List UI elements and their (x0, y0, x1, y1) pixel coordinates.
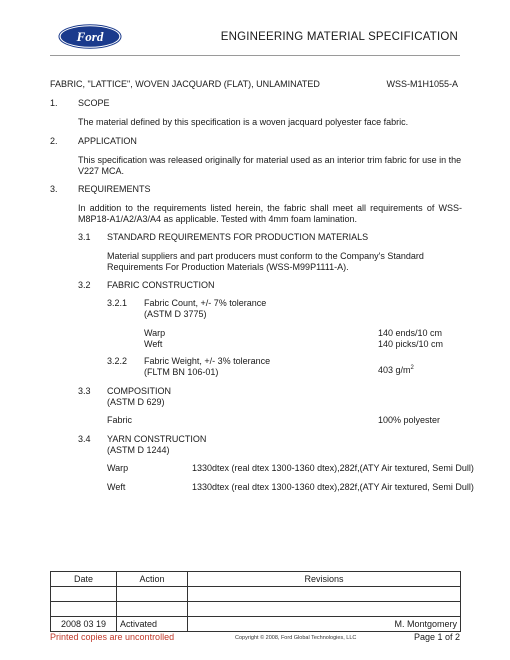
revision-date (51, 587, 117, 602)
revision-action (117, 602, 188, 617)
fabric-count-weft-label: Weft (144, 339, 163, 349)
revisions-header-date: Date (51, 572, 117, 587)
revision-date: 2008 03 19 (51, 617, 117, 632)
footer-page-number: Page 1 of 2 (413, 632, 460, 642)
table-row (51, 602, 461, 617)
revision-detail (188, 602, 461, 617)
ford-logo-text: Ford (76, 29, 104, 44)
revision-date (51, 602, 117, 617)
section-3-1-text: Material suppliers and part producers must conform to the Company's Standard Requirements For Production Materials (WSS-M99P1111-A). (107, 251, 424, 272)
footer-copyright: Copyright © 2008, Ford Global Technologies, LLC (235, 635, 357, 641)
section-1-title: SCOPE (78, 98, 110, 108)
section-3-1-title: STANDARD REQUIREMENTS FOR PRODUCTION MATERIALS (107, 232, 369, 242)
table-row (51, 617, 461, 632)
header-divider (50, 55, 460, 56)
section-3-2-2-number: 3.2.2 (107, 356, 128, 366)
revision-action: Activated (117, 617, 188, 632)
fabric-weight-value (378, 365, 414, 376)
ford-logo (58, 24, 122, 49)
fabric-count-warp-value: 140 ends/10 cm (378, 328, 443, 338)
revisions-header-action: Action (117, 572, 188, 587)
fabric-weight-number: 403 g/m (378, 365, 411, 375)
section-3-title: REQUIREMENTS (78, 184, 151, 194)
fabric-count-warp-label: Warp (144, 328, 166, 338)
composition-value: 100% polyester (378, 415, 441, 425)
section-2-text: This specification was released originally for material used as an interior trim fabric for use in the V227 MCA. (78, 155, 462, 176)
section-2-title: APPLICATION (78, 136, 137, 146)
revisions-header-row (51, 572, 461, 587)
table-row (51, 587, 461, 602)
fabric-count-weft-value: 140 picks/10 cm (378, 339, 444, 349)
fabric-weight-unit-exponent: 2 (410, 365, 414, 371)
section-3-2-2-method: (FLTM BN 106-01) (144, 367, 219, 377)
section-1-number: 1. (50, 98, 58, 108)
spec-header-title: ENGINEERING MATERIAL SPECIFICATION (220, 31, 458, 43)
revision-detail: M. Montgomery (188, 617, 461, 632)
section-3-4-number: 3.4 (78, 434, 91, 444)
doc-number: WSS-M1H1055-A (386, 79, 458, 89)
section-3-3-title: COMPOSITION (107, 386, 172, 396)
doc-name: FABRIC, "LATTICE", WOVEN JACQUARD (FLAT), UNLAMINATED (50, 79, 320, 89)
section-3-2-1-title: Fabric Count, +/- 7% tolerance (144, 298, 267, 308)
section-3-3-method: (ASTM D 629) (107, 397, 165, 407)
yarn-warp-label: Warp (107, 463, 129, 473)
section-3-2-number: 3.2 (78, 280, 91, 290)
section-2-number: 2. (50, 136, 58, 146)
section-3-4-title: YARN CONSTRUCTION (107, 434, 207, 444)
section-3-3-number: 3.3 (78, 386, 91, 396)
section-1-text: The material defined by this specification is a woven jacquard polyester face fabric. (78, 117, 409, 127)
section-3-2-1-method: (ASTM D 3775) (144, 309, 207, 319)
revision-detail (188, 587, 461, 602)
section-3-2-1-number: 3.2.1 (107, 298, 128, 308)
revisions-header-revisions: Revisions (188, 572, 461, 587)
revisions-table (50, 571, 461, 632)
yarn-warp-value: 1330dtex (real dtex 1300-1360 dtex),282f,(ATY Air textured, Semi Dull) (192, 463, 474, 473)
yarn-weft-label: Weft (107, 482, 126, 492)
section-3-2-title: FABRIC CONSTRUCTION (107, 280, 215, 290)
revision-action (117, 587, 188, 602)
section-3-1-number: 3.1 (78, 232, 91, 242)
footer-uncontrolled-notice: Printed copies are uncontrolled (50, 632, 175, 642)
section-3-2-2-title: Fabric Weight, +/- 3% tolerance (144, 356, 271, 366)
section-3-number: 3. (50, 184, 58, 194)
yarn-weft-value: 1330dtex (real dtex 1300-1360 dtex),282f,(ATY Air textured, Semi Dull) (192, 482, 474, 492)
section-3-4-method: (ASTM D 1244) (107, 445, 170, 455)
composition-label: Fabric (107, 415, 133, 425)
section-3-text: In addition to the requirements listed herein, the fabric shall meet all requirements of WSS-M8P18-A1/A2/A3/A4 as applicable. Tested with 4mm foam lamination. (78, 203, 462, 224)
